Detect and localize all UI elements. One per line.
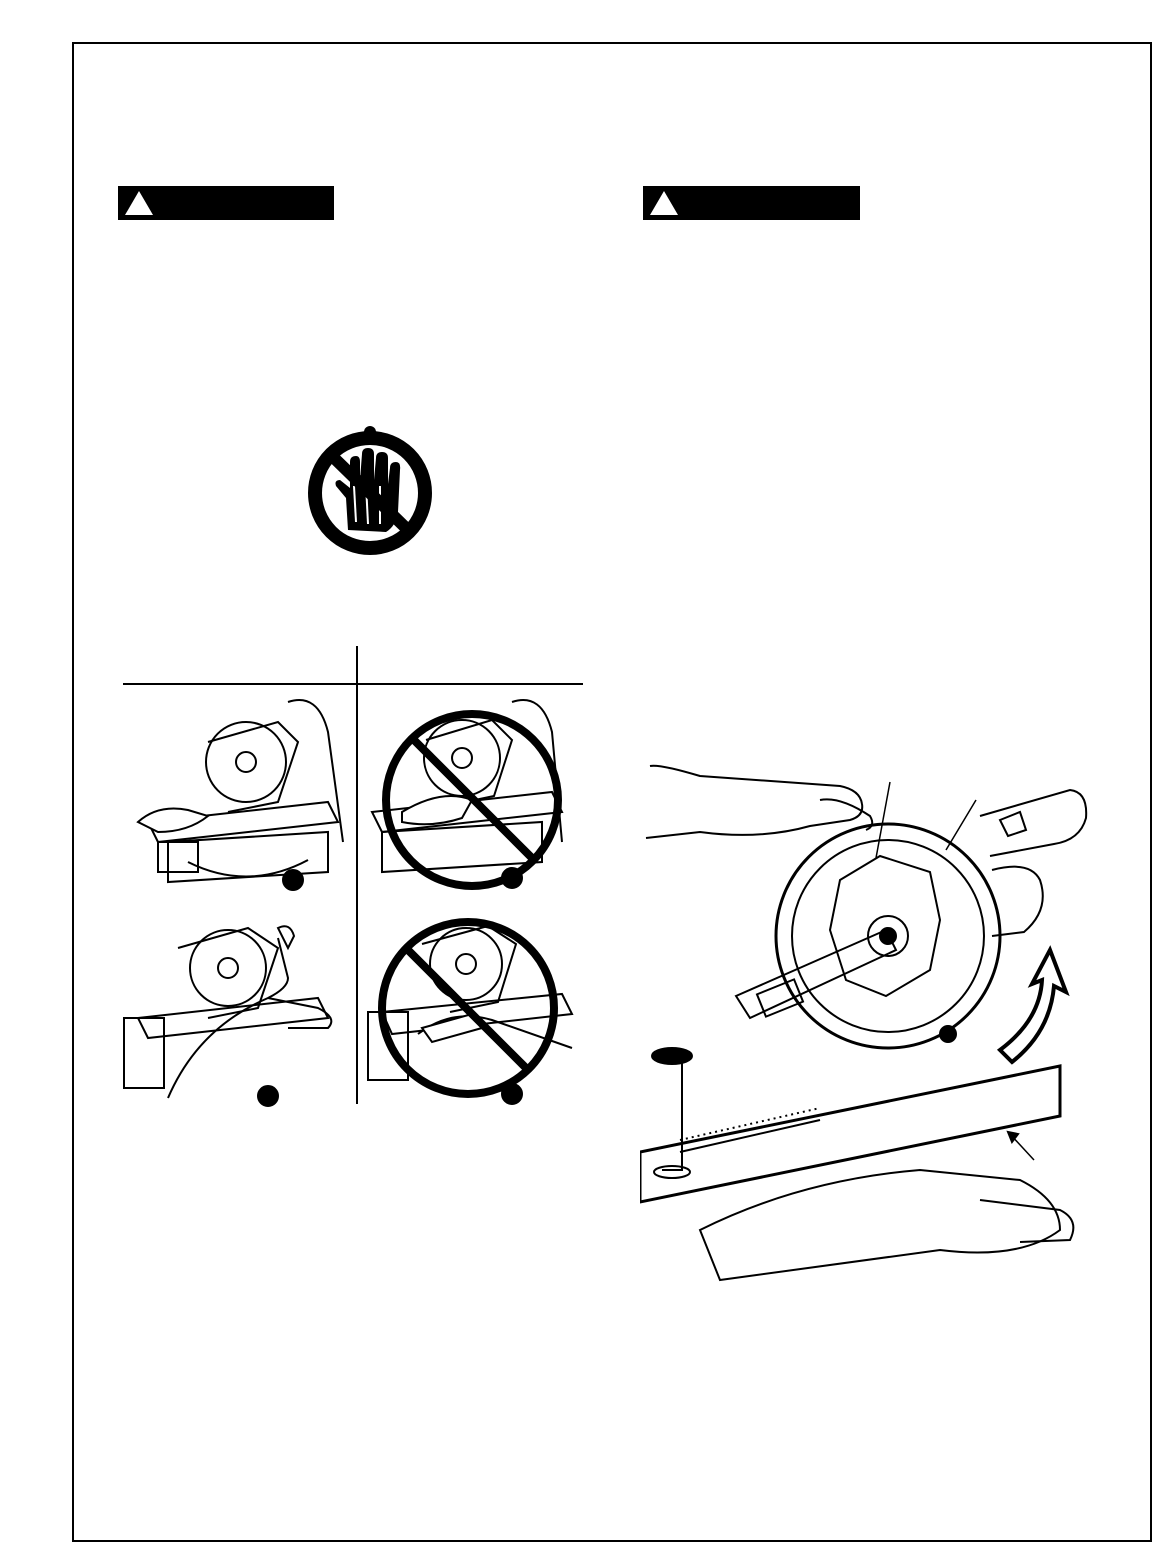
- table-header-rule: [123, 683, 583, 685]
- warning-banner-right: [643, 186, 860, 220]
- correct-hand-position-miter: [118, 908, 348, 1108]
- warning-banner-left: [118, 186, 334, 220]
- warning-triangle-icon: [124, 190, 154, 216]
- incorrect-hand-position-crosscut: [362, 692, 582, 902]
- miter-saw-blade-rotation-illustration: [640, 760, 1100, 1290]
- table-column-divider: [356, 646, 358, 1104]
- incorrect-hand-position-miter: [362, 908, 582, 1108]
- warning-triangle-icon: [649, 190, 679, 216]
- correct-hand-position-crosscut: [128, 692, 348, 902]
- no-gloves-prohibition-icon: [300, 420, 440, 560]
